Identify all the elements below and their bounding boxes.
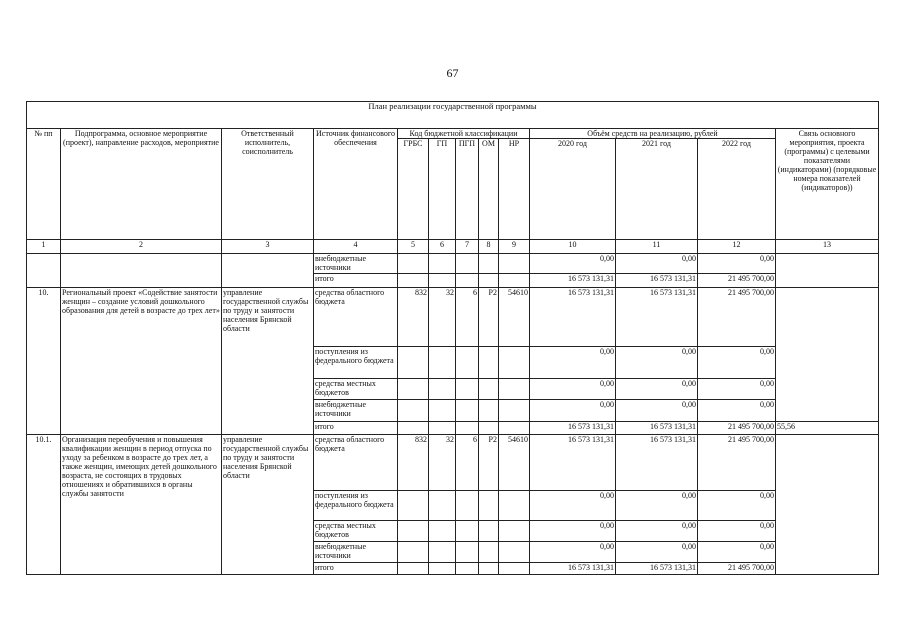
column-number: 7 <box>456 240 479 254</box>
row-number: 10. <box>27 288 61 435</box>
amount-2020: 0,00 <box>530 542 616 563</box>
source-cell: итого <box>314 422 398 435</box>
link-cell <box>776 288 879 422</box>
amount-2021: 0,00 <box>616 400 698 422</box>
header-nr: НР <box>499 139 530 240</box>
column-numbers-row <box>27 240 879 254</box>
amount-2020: 0,00 <box>530 254 616 274</box>
amount-2022: 0,00 <box>698 491 776 521</box>
empty-cell <box>27 254 61 288</box>
header-2021: 2021 год <box>616 139 698 240</box>
amount-2021: 0,00 <box>616 542 698 563</box>
column-number: 10 <box>530 240 616 254</box>
row-number: 10.1. <box>27 435 61 575</box>
amount-2020: 0,00 <box>530 491 616 521</box>
column-number: 1 <box>27 240 61 254</box>
column-number: 11 <box>616 240 698 254</box>
pgp-cell: 6 <box>456 435 479 491</box>
amount-2021: 16 573 131,31 <box>616 435 698 491</box>
source-cell: итого <box>314 563 398 575</box>
amount-2020: 0,00 <box>530 521 616 542</box>
header-budget-code: Код бюджетной классификации <box>398 129 530 139</box>
header-2020: 2020 год <box>530 139 616 240</box>
amount-2021: 0,00 <box>616 347 698 379</box>
source-cell: средства областного бюджета <box>314 435 398 491</box>
table-row <box>27 288 879 347</box>
column-number: 12 <box>698 240 776 254</box>
amount-2021: 16 573 131,31 <box>616 563 698 575</box>
header-subprogram: Подпрограмма, основное мероприятие (проект), направление расходов, мероприятие <box>61 129 222 240</box>
link-cell: 55,56 <box>776 422 879 435</box>
table-title: План реализации государственной программы <box>27 102 879 129</box>
activity-name: Организация переобучения и повышения квалификации женщин в период отпуска по уходу за ребенком в возрасте до трех лет, а также женщин, имеющих детей дошкольного возраста, не состоящих в трудовых отношениях и обратившихся в органы службы занятости <box>61 435 222 575</box>
header-executor: Ответственный исполнитель, соисполнитель <box>222 129 314 240</box>
column-number: 13 <box>776 240 879 254</box>
amount-2022: 21 495 700,00 <box>698 435 776 491</box>
amount-2020: 16 573 131,31 <box>530 435 616 491</box>
column-number: 3 <box>222 240 314 254</box>
header-link: Связь основного мероприятия, проекта (программы) с целевыми показателями (индикаторами) (порядковые номера показателей (индикаторов)) <box>776 129 879 240</box>
header-om: ОМ <box>479 139 499 240</box>
om-cell: P2 <box>479 435 499 491</box>
grbs-cell: 832 <box>398 288 429 347</box>
amount-2022: 0,00 <box>698 347 776 379</box>
header-row <box>27 129 879 139</box>
amount-2022: 0,00 <box>698 542 776 563</box>
column-number: 2 <box>61 240 222 254</box>
amount-2022: 21 495 700,00 <box>698 563 776 575</box>
source-cell: внебюджетные источники <box>314 254 398 274</box>
amount-2021: 0,00 <box>616 379 698 400</box>
header-pgp: ПГП <box>456 139 479 240</box>
grbs-cell: 832 <box>398 435 429 491</box>
column-number: 4 <box>314 240 398 254</box>
amount-2020: 16 573 131,31 <box>530 563 616 575</box>
empty-cell <box>61 254 222 288</box>
header-grbs: ГРБС <box>398 139 429 240</box>
header-volume: Объём средств на реализацию, рублей <box>530 129 776 139</box>
header-source: Источник финансового обеспечения <box>314 129 398 240</box>
amount-2020: 16 573 131,31 <box>530 288 616 347</box>
amount-2022: 0,00 <box>698 400 776 422</box>
amount-2020: 0,00 <box>530 379 616 400</box>
executor-cell: управление государственной службы по труду и занятости населения Брянской области <box>222 435 314 575</box>
om-cell: P2 <box>479 288 499 347</box>
amount-2021: 16 573 131,31 <box>616 288 698 347</box>
column-number: 9 <box>499 240 530 254</box>
source-cell: средства областного бюджета <box>314 288 398 347</box>
amount-2021: 0,00 <box>616 521 698 542</box>
amount-2021: 0,00 <box>616 254 698 274</box>
link-cell <box>776 435 879 575</box>
gp-cell: 32 <box>429 288 456 347</box>
amount-2020: 0,00 <box>530 400 616 422</box>
source-cell: поступления из федерального бюджета <box>314 491 398 521</box>
amount-2022: 21 495 700,00 <box>698 288 776 347</box>
amount-2022: 0,00 <box>698 254 776 274</box>
column-number: 8 <box>479 240 499 254</box>
source-cell: внебюджетные источники <box>314 542 398 563</box>
amount-2021: 16 573 131,31 <box>616 422 698 435</box>
amount-2020: 16 573 131,31 <box>530 274 616 288</box>
source-cell: итого <box>314 274 398 288</box>
pgp-cell: 6 <box>456 288 479 347</box>
amount-2021: 16 573 131,31 <box>616 274 698 288</box>
executor-cell: управление государственной службы по труду и занятости населения Брянской области <box>222 288 314 435</box>
amount-2020: 0,00 <box>530 347 616 379</box>
amount-2021: 0,00 <box>616 491 698 521</box>
amount-2022: 21 495 700,00 <box>698 422 776 435</box>
gp-cell: 32 <box>429 435 456 491</box>
source-cell: внебюджетные источники <box>314 400 398 422</box>
amount-2020: 16 573 131,31 <box>530 422 616 435</box>
table-title-row <box>27 102 879 129</box>
source-cell: средства местных бюджетов <box>314 379 398 400</box>
nr-cell: 54610 <box>499 288 530 347</box>
table-row <box>27 254 879 274</box>
amount-2022: 0,00 <box>698 521 776 542</box>
header-2022: 2022 год <box>698 139 776 240</box>
nr-cell: 54610 <box>499 435 530 491</box>
amount-2022: 21 495 700,00 <box>698 274 776 288</box>
column-number: 5 <box>398 240 429 254</box>
source-cell: поступления из федерального бюджета <box>314 347 398 379</box>
header-gp: ГП <box>429 139 456 240</box>
source-cell: средства местных бюджетов <box>314 521 398 542</box>
page-number: 67 <box>446 66 459 80</box>
column-number: 6 <box>429 240 456 254</box>
header-num: № пп <box>27 129 61 240</box>
empty-cell <box>222 254 314 288</box>
program-plan-table <box>26 101 879 575</box>
table-row <box>27 435 879 491</box>
activity-name: Региональный проект «Содействие занятости женщин – создание условий дошкольного образования для детей в возрасте до трех лет» <box>61 288 222 435</box>
amount-2022: 0,00 <box>698 379 776 400</box>
link-cell <box>776 254 879 288</box>
